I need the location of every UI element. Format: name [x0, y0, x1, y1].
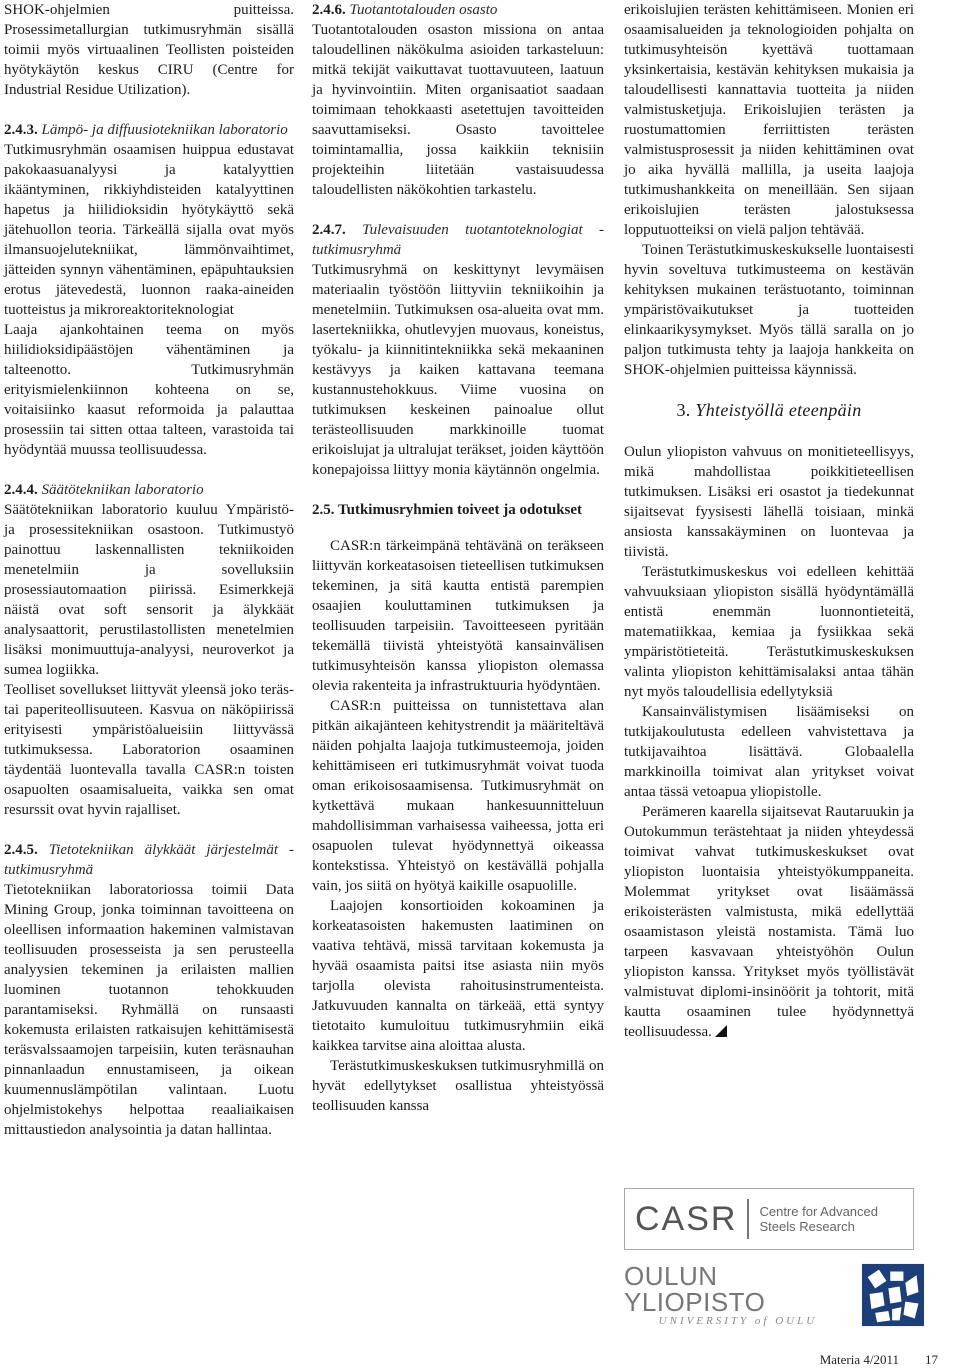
oulu-logo-subtitle: UNIVERSITY of OULU	[658, 1315, 818, 1327]
paragraph: Tutkimusryhmän osaamisen huippua edustavat pakokaasuanalyysi ja katalyyttien ikääntyminen, rikkiyhdisteiden katalyyttinen hapetus ja hiilidioksidin hyötykäyttö sekä jätehuollon teoria. Tärkeällä sijalla ovat myös ilmansuojelutekniikat, lämmönvaihtimet, jätteiden synnyn vähentäminen, epäpuhtauksien erotus jätevedestä, luonnon raaka-aineiden tuotteistus ja mikroreaktoriteknologiat	[4, 142, 294, 318]
section-heading-3	[624, 400, 914, 420]
page-footer	[820, 1352, 938, 1368]
section-title: Tietotekniikan älykkäät järjestelmät -tutkimusryhmä	[4, 842, 294, 878]
paragraph: SHOK-ohjelmien puitteissa. Prosessimetallurgian tutkimusryhmän sisällä toimii myös virtuaalinen Teollisten poisteiden hyötykäytön keskus CIRU (Centre for Industrial Residue Utilization).	[4, 2, 294, 98]
column-middle	[312, 0, 604, 1116]
paragraph: Toinen Terästutkimuskeskukselle luontaisesti hyvin soveltuva tutkimusteema on kestävän kehityksen mukainen terästuotanto, toiminnan ympäristövaikutukset ja tuotteiden elinkaarikysymykset. Myös tällä saralla on jo paljon tutkimusta tehty ja laajoja hankkeita on SHOK-ohjelmien puitteissa käynnissä.	[624, 242, 914, 378]
oulu-emblem-icon	[862, 1262, 924, 1328]
section-heading-2-4-5	[4, 840, 294, 880]
paragraph: erikoislujien terästen kehittämiseen. Monien eri osaamisalueiden ja teknologioiden pohjalta on tutkimusyhteisön kyettävä tuottamaan yksinkertaisia, kestävän kehityksen mukaisia ja taloudellisesti kannattavia tuotteita ja niiden valmistusketjuja. Erikoislujien terästen ja ruostumattomien ferriittisten terästen valmistusprosessit ja niiden kehittäminen ovat jo aika hyvällä mallilla, ja useita laajoja tutkimushankkeita on meneillään. Sen sijaan erikoislujien terästen jalostuksessa lopputuotteiksi on vielä paljon tehtävää.	[624, 2, 914, 238]
page-number: 17	[925, 1352, 938, 1367]
paragraph: Laaja ajankohtainen teema on myös hiilidioksidipäästöjen vähentäminen ja talteenotto. Tutkimusryhmän erityismielenkiinnon kohteena on se, voitaisiinko kaasut reformoida ja palauttaa prosessiin tai sitten ottaa talteen, varastoida tai hyödyntää muussa teollisuudessa.	[4, 322, 294, 458]
paragraph: CASR:n tärkeimpänä tehtävänä on teräkseen liittyvän korkeatasoisen tieteellisen tutkimuksen tekeminen, ja sitä kautta entistä parempien osaajien kouluttaminen tutkimuksen ja teollisuuden tarpeisiin. Tavoitteeseen pyritään tekemällä tiivistä yhteistyötä kansainvälisen tutkimusyhteisön kanssa yliopiston olemassa olevia rakenteita ja infrastruktuuria hyödyntäen.	[312, 538, 604, 694]
end-of-article-icon	[715, 1025, 727, 1037]
oulu-logo-name: OULUN YLIOPISTO	[624, 1261, 766, 1317]
section-heading-2-4-3	[4, 120, 294, 140]
paragraph: Tuotantotalouden osaston missiona on antaa taloudellinen näkökulma asioiden tarkasteluun: mitkä tekijät vaikuttavat tuottavuuteen, laatuun ja hyvinvointiin. Miten organisaatiot saadaan toimimaan tehokkaasti asetettujen tavoitteiden saavuttamiseksi. Osasto tavoittelee toimintamallia, jossa kaikkiin teknisiin projekteihin liitetään vastaisuudessa taloudellisten näkökohtien tarkastelu.	[312, 22, 604, 198]
section-number: 2.4.3.	[4, 122, 38, 138]
section-number: 2.4.5.	[4, 842, 38, 858]
paragraph: CASR:n puitteissa on tunnistettava alan pitkän aikajänteen kehitystrendit ja määriteltävä näiden pohjalta laajoja tutkimusteemoja, joiden kehittämiseen eri tutkimusryhmät voivat tuoda oman erikoisosaamisensa. Tutkimusryhmät on kytkettävä mukaan hankesuunnitteluun mahdollisimman varhaisessa vaiheessa, jotta eri osapuolen tulevat hyödynnettyä oikeassa kontekstissa. Yhteistyö on kestävällä pohjalla vain, jos siitä on hyötyä kaikille osapuolille.	[312, 698, 604, 894]
paragraph-last	[624, 802, 914, 1042]
paragraph: Teolliset sovellukset liittyvät yleensä joko teräs- tai paperiteollisuuteen. Kasvua on näköpiirissä erityisesti ympäristöalueisiin liittyvässä tutkimuksessa. Laboratorion osaaminen täydentää luontevalla tavalla CASR:n toisten osapuolten osaamisalueita, vaikka sen omat resurssit ovat hyvin rajalliset.	[4, 682, 294, 818]
section-heading-2-5	[312, 500, 604, 520]
section-title: Tulevaisuuden tuotantoteknologiat -tutkimusryhmä	[312, 222, 604, 258]
casr-logo-line2: Steels Research	[759, 1219, 855, 1234]
section-heading-2-4-6	[312, 0, 604, 20]
casr-logo	[624, 1188, 914, 1250]
column-right	[624, 0, 914, 1042]
casr-logo-mark: CASR	[625, 1199, 749, 1239]
section-number: 2.4.7.	[312, 222, 346, 238]
section-number: 2.4.4.	[4, 482, 38, 498]
paragraph: Oulun yliopiston vahvuus on monitieteellisyys, mikä mahdollistaa poikkitieteellisen tutkimuksen. Lisäksi eri osastot ja tiedekunnat sijaitsevat fyysisesti lähellä toisiaan, minkä ansiosta kanssakäyminen on luontevaa ja tiivistä.	[624, 444, 914, 560]
section-title: Tutkimusryhmien toiveet ja odotukset	[337, 502, 583, 518]
paragraph: Säätötekniikan laboratorio kuuluu Ympäristö- ja prosessitekniikan osastoon. Tutkimustyö painottuu laskennallisten tekniikoiden menetelmiin ja sovelluksiin prosessiautomaation piirissä. Esimerkkejä näistä ovat soft sensorit ja älykkäät analysaattorit, perustilastollisten menetelmien lisäksi monimuuttuja-analyysi, neuroverkot ja sumea logiikka.	[4, 502, 294, 678]
paragraph: Tutkimusryhmä on keskittynyt levymäisen materiaalin työstöön liittyviin tekniikoihin ja menetelmiin. Tutkimuksen osa-alueita ovat mm. lasertekniikka, ohutlevyjen muovaus, koneistus, työkalu- ja kiinnitintekniikka sekä mekaaninen kestävyys ja kaiken kattavana teemana kustannustehokkuus. Viime vuosina on tutkimuksen keskeinen painoalue ollut terästeollisuuden markkinoille tuomat erikoislujat ja ultralujat teräkset, joiden käyttöön konepajoissa liittyy monia käytännön ongelmia.	[312, 262, 604, 478]
issue-label: Materia 4/2011	[819, 1352, 899, 1367]
section-title: Tuotantotalouden osasto	[349, 2, 498, 18]
section-title: Lämpö- ja diffuusiotekniikan laboratorio	[41, 122, 288, 138]
section-title: Yhteistyöllä eteenpäin	[695, 400, 862, 420]
paragraph: Terästutkimuskeskuksen tutkimusryhmillä on hyvät edellytykset osallistua yhteistyössä teollisuuden kanssa	[312, 1058, 604, 1114]
university-of-oulu-logo	[624, 1260, 924, 1330]
paragraph: Kansainvälistymisen lisäämiseksi on tutkijakoulutusta edelleen vahvistettava ja tutkijavaihtoa lisättävä. Globaalella markkinoilla toimivat alan yritykset voivat antaa tässä vetoapua yliopistolle.	[624, 704, 914, 800]
paragraph: Tietotekniikan laboratoriossa toimii Data Mining Group, jonka toiminnan tavoitteena on oleellisen informaation hakeminen valmistavan teollisuuden prosesseista ja sen perusteella analyysien tekeminen ja erilaisten mallien luominen tuotannon tehokkuuden parantamiseksi. Ryhmällä on runsaasti kokemusta erilaisten ratkaisujen kehittämisestä teräsvalssaamojen tarpeisiin, kuten teräsnauhan pinnanlaadun ennustamiseen, ja oikean kuumennuslämpötilan valintaan. Luotu ohjelmistokehys helpottaa reaaliaikaisen mittaustiedon analysointia ja datan hallintaa.	[4, 882, 294, 1138]
paragraph: Laajojen konsortioiden kokoaminen ja korkeatasoisten hakemusten laatiminen on vaativa tehtävä, missä tarvitaan kokemusta ja hyvää osaamista paitsi itse asiasta niin myös tarjolla olevista rahoitusinstrumenteista. Jatkuvuuden kannalta on tärkeää, että syntyy tietotaito kumuloituu tutkimusryhmiin eikä kaikkea tarvitse aina aloittaa alusta.	[312, 898, 604, 1054]
casr-logo-text	[749, 1204, 878, 1234]
casr-logo-line1: Centre for Advanced	[759, 1204, 878, 1219]
section-number: 2.4.6.	[312, 2, 346, 18]
section-number: 3.	[676, 400, 691, 420]
section-title: Säätötekniikan laboratorio	[41, 482, 204, 498]
paragraph-text: Perämeren kaarella sijaitsevat Rautaruukin ja Outokummun terästehtaat ja niiden yhteydessä toimivat vahvat tutkimuskeskukset ovat yliopiston luontaisia yhteistyökumppaneita. Molemmat yritykset ovat lisäämässä erikoisterästen valmistusta, mikä edellyttää osaamistason yleistä nostamista. Tämä luo tarpeen kasvavaan yhteistyöhön Oulun yliopiston kanssa. Yritykset myös työllistävät valmistuvat diplomi-insinöörit ja tohtorit, mitä kautta osaaminen tulee hyödynnettyä teollisuudessa.	[624, 804, 914, 1040]
section-heading-2-4-4	[4, 480, 294, 500]
section-heading-2-4-7	[312, 220, 604, 260]
paragraph: Terästutkimuskeskus voi edelleen kehittää vahvuuksiaan yliopiston sisällä hyödyntämällä entistä enemmän luonnontieteitä, matematiikkaa, kemiaa ja fysiikkaa sekä ympäristötieteitä. Terästutkimuskeskuksen valinta yliopiston kehittämisalaksi antaa tähän nyt myös taloudellisia edellytyksiä	[624, 564, 914, 700]
oulu-logo-wordmark	[624, 1263, 852, 1327]
column-left	[4, 0, 294, 1140]
section-number: 2.5.	[312, 502, 335, 518]
